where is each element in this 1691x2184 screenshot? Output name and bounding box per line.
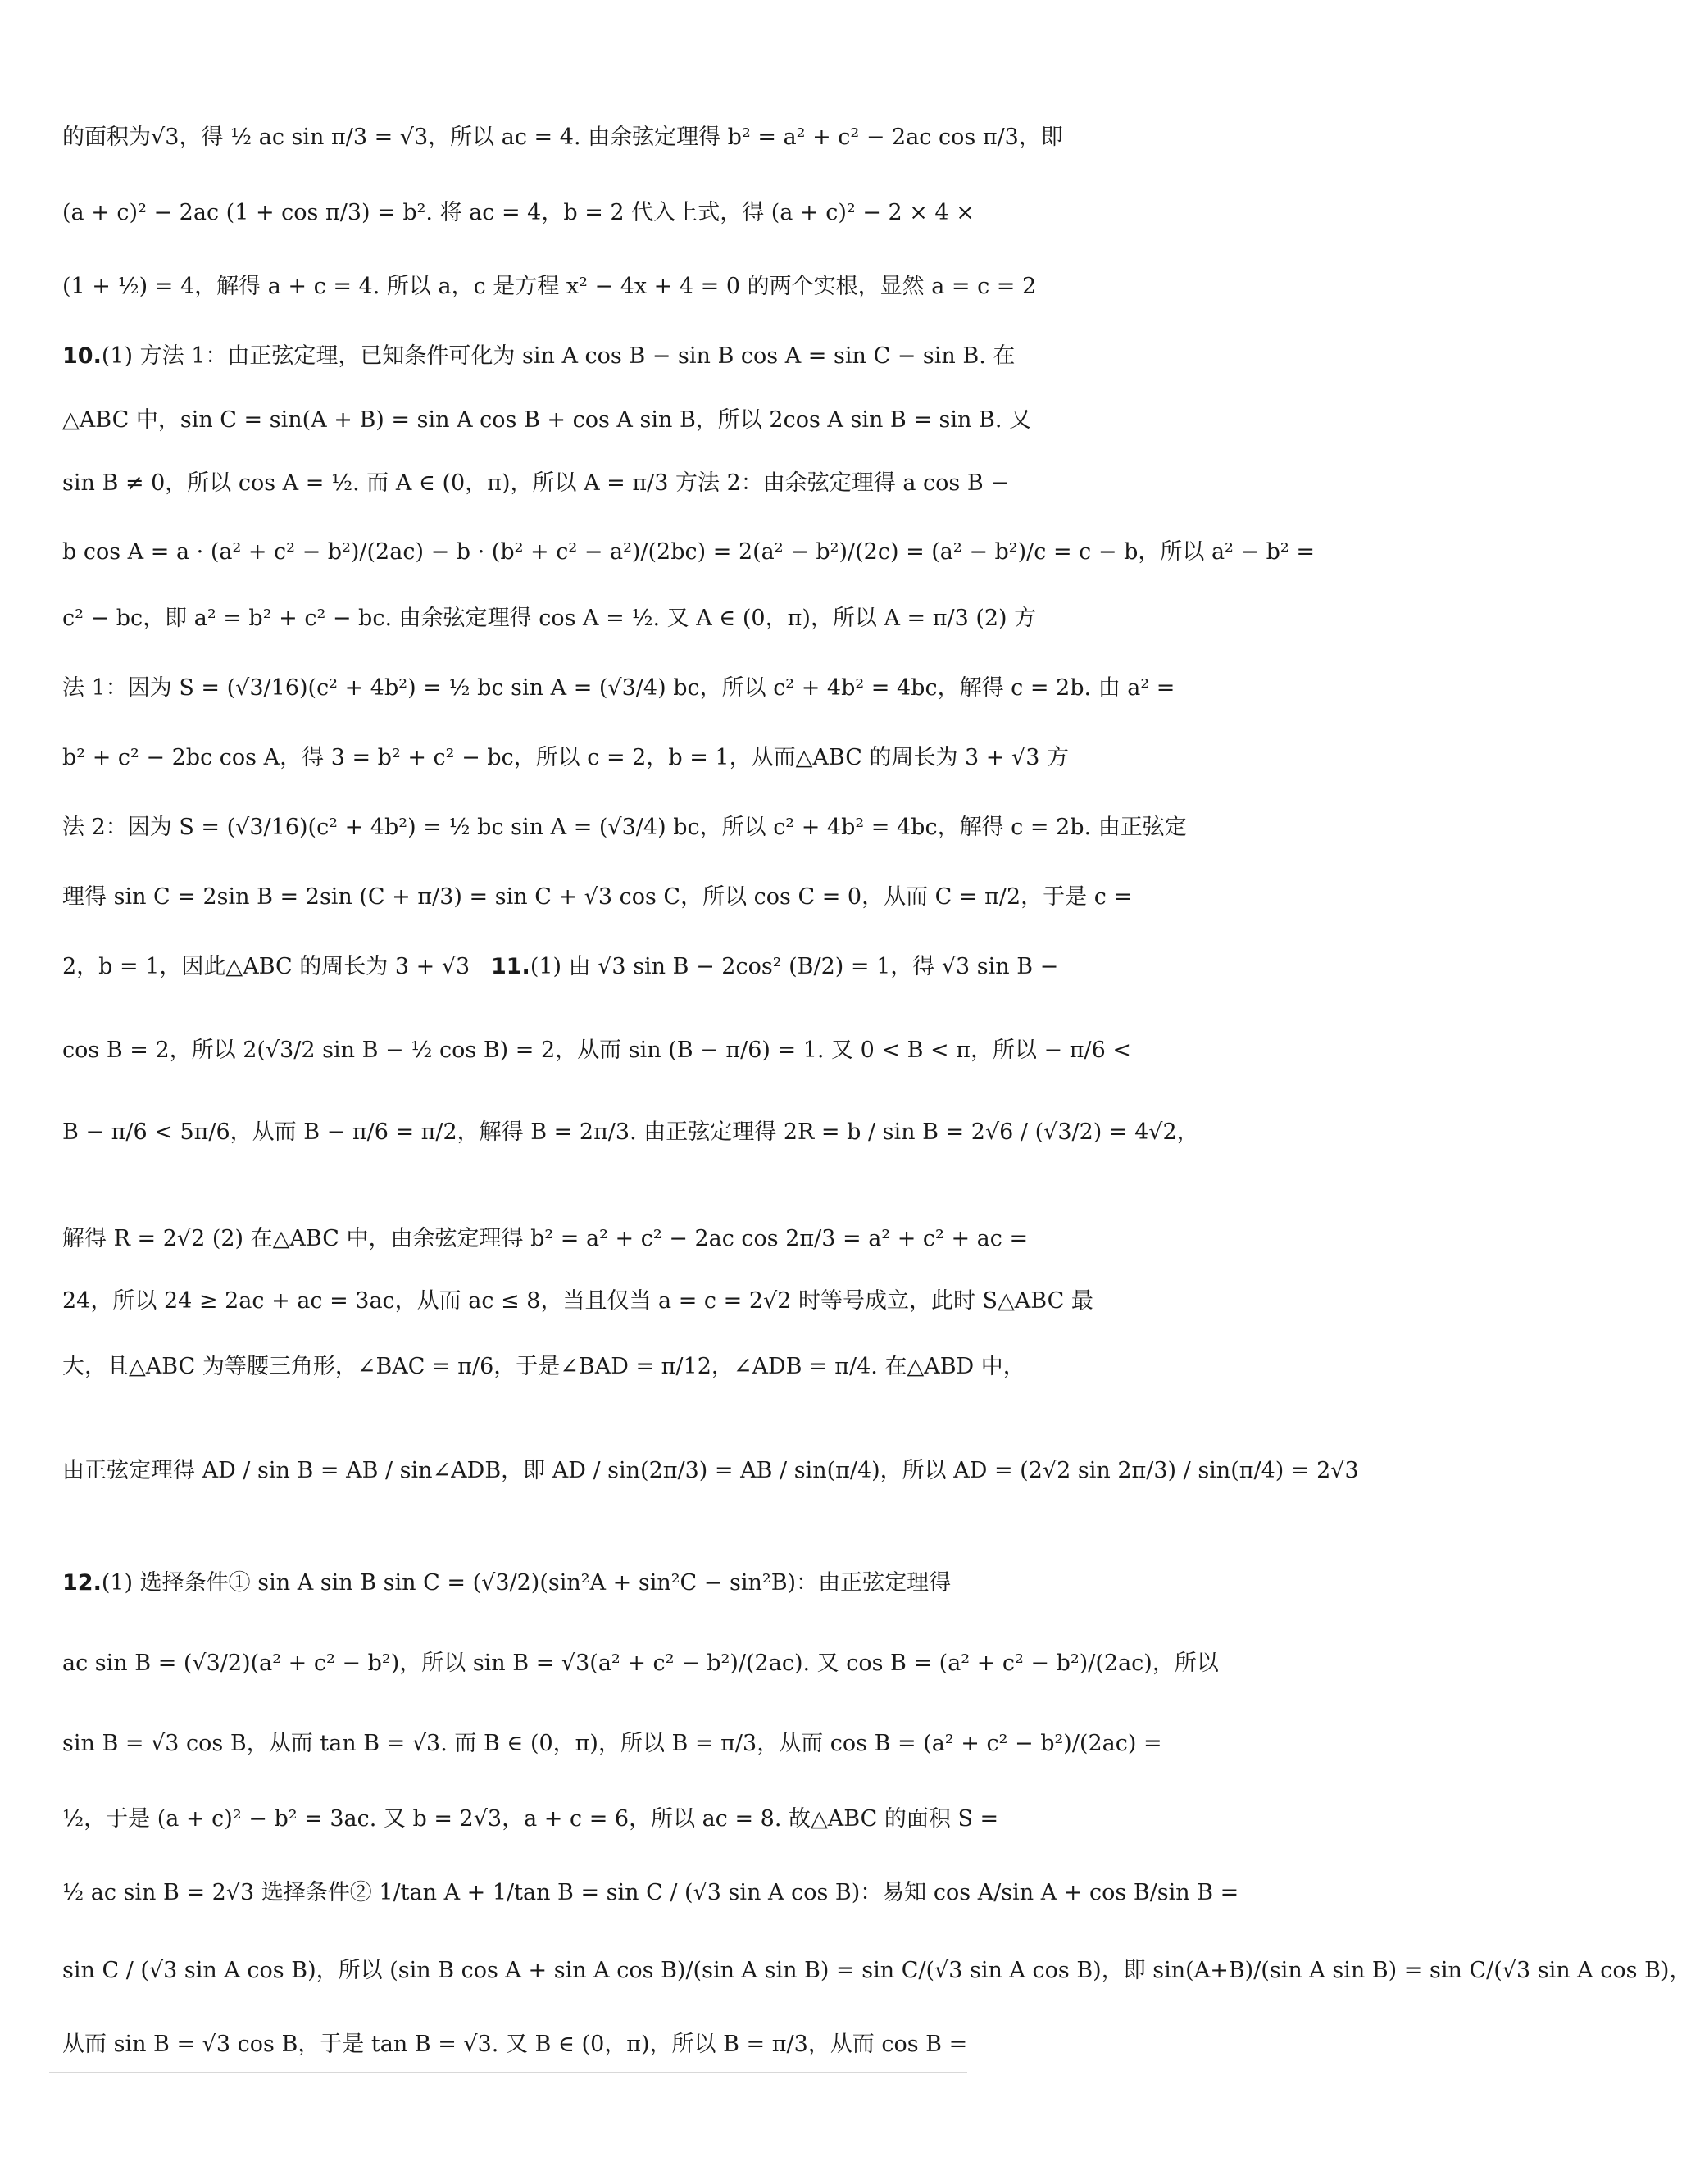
text-line-6	[62, 467, 1009, 500]
text-line-15	[62, 1116, 1199, 1149]
line-text: ac sin B = (√3/2)(a² + c² − b²)，所以 sin B = √3(a² + c² − b²)/(2ac). 又 cos B = (a² + c² − b²)/(2ac)，所以	[62, 1650, 1219, 1676]
line-text: 大，且△ABC 为等腰三角形，∠BAC = π/6，于是∠BAD = π/12，∠ADB = π/4. 在△ABD 中，	[62, 1354, 1025, 1379]
line-text: cos B = 2，所以 2(√3/2 sin B − ½ cos B) = 2，从而 sin (B − π/6) = 1. 又 0 < B < π，所以 − π/6 <	[62, 1038, 1131, 1063]
bottom-divider	[49, 2072, 967, 2073]
line-text: sin B = √3 cos B，从而 tan B = √3. 而 B ∈ (0，π)，所以 B = π/3，从而 cos B = (a² + c² − b²)/(2ac) =	[62, 1731, 1162, 1756]
text-line-8	[62, 602, 1037, 635]
text-line-22	[62, 1728, 1162, 1760]
text-line-20	[62, 1567, 956, 1600]
text-line-7	[62, 536, 1315, 569]
line-text: 理得 sin C = 2sin B = 2sin (C + π/3) = sin C + √3 cos C，所以 cos C = 0，从而 C = π/2，于是 c =	[62, 884, 1133, 910]
text-line-17	[62, 1285, 1093, 1318]
text-line-2	[62, 197, 975, 229]
line-text: 由正弦定理得 AD / sin B = AB / sin∠ADB，即 AD / sin(2π/3) = AB / sin(π/4)，所以 AD = (2√2 sin 2π/3) / sin(π/4) = 2√3	[62, 1458, 1359, 1483]
line-text: (1) 方法 1：由正弦定理，已知条件可化为 sin A cos B − sin B cos A = sin C − sin B. 在	[101, 343, 1016, 369]
line-text: ½，于是 (a + c)² − b² = 3ac. 又 b = 2√3，a + c = 6，所以 ac = 8. 故△ABC 的面积 S =	[62, 1806, 999, 1832]
line-text: 2，b = 1，因此△ABC 的周长为 3 + √3	[62, 954, 470, 979]
line-text: (1) 选择条件① sin A sin B sin C = (√3/2)(sin²A + sin²C − sin²B)：由正弦定理得	[101, 1570, 952, 1596]
problem-number: 10.	[62, 343, 102, 369]
line-text: (1) 由 √3 sin B − 2cos² (B/2) = 1，得 √3 sin B −	[530, 954, 1059, 979]
line-text: △ABC 中，sin C = sin(A + B) = sin A cos B + cos A sin B，所以 2cos A sin B = sin B. 又	[62, 407, 1032, 433]
text-line-5	[62, 404, 1032, 437]
line-text: c² − bc，即 a² = b² + c² − bc. 由余弦定理得 cos A = ½. 又 A ∈ (0，π)，所以 A = π/3 (2) 方	[62, 606, 1037, 631]
line-text: sin B ≠ 0，所以 cos A = ½. 而 A ∈ (0，π)，所以 A = π/3 方法 2：由余弦定理得 a cos B −	[62, 470, 1009, 496]
line-text: b² + c² − 2bc cos A，得 3 = b² + c² − bc，所以 c = 2，b = 1，从而△ABC 的周长为 3 + √3 方	[62, 745, 1069, 770]
line-text: 从而 sin B = √3 cos B，于是 tan B = √3. 又 B ∈ (0，π)，所以 B = π/3，从而 cos B =	[62, 2032, 968, 2057]
text-line-12	[62, 881, 1133, 914]
text-line-26	[62, 2028, 968, 2061]
problem-number: 11.	[490, 954, 530, 979]
line-text: 解得 R = 2√2 (2) 在△ABC 中，由余弦定理得 b² = a² + c² − 2ac cos 2π/3 = a² + c² + ac =	[62, 1226, 1029, 1251]
line-text: (a + c)² − 2ac (1 + cos π/3) = b². 将 ac = 4，b = 2 代入上式，得 (a + c)² − 2 × 4 ×	[62, 200, 975, 225]
text-line-16	[62, 1223, 1029, 1255]
line-text: 法 1：因为 S = (√3/16)(c² + 4b²) = ½ bc sin A = (√3/4) bc，所以 c² + 4b² = 4bc，解得 c = 2b. 由 a² =	[62, 675, 1175, 701]
line-text: (1 + ½) = 4，解得 a + c = 4. 所以 a，c 是方程 x² − 4x + 4 = 0 的两个实根，显然 a = c = 2	[62, 274, 1037, 299]
text-line-18	[62, 1351, 1025, 1383]
text-line-1	[62, 121, 1063, 154]
text-line-3	[62, 270, 1037, 303]
problem-number: 12.	[62, 1570, 102, 1596]
text-line-10	[62, 742, 1069, 774]
text-line-14	[62, 1034, 1131, 1067]
line-text: 法 2：因为 S = (√3/16)(c² + 4b²) = ½ bc sin A = (√3/4) bc，所以 c² + 4b² = 4bc，解得 c = 2b. 由正弦定	[62, 815, 1187, 840]
text-line-24	[62, 1877, 1239, 1909]
text-line-4	[62, 340, 1016, 373]
line-text: B − π/6 < 5π/6，从而 B − π/6 = π/2，解得 B = 2π/3. 由正弦定理得 2R = b / sin B = 2√6 / (√3/2) = 4√2，	[62, 1119, 1199, 1145]
text-line-23	[62, 1803, 999, 1836]
line-text: 24，所以 24 ≥ 2ac + ac = 3ac，从而 ac ≤ 8，当且仅当 a = c = 2√2 时等号成立，此时 S△ABC 最	[62, 1288, 1093, 1314]
line-text: sin C / (√3 sin A cos B)，所以 (sin B cos A + sin A cos B)/(sin A sin B) = sin C/(√3 sin A cos B)，即 sin(A+B)/(sin A sin B) = sin C/(√3 sin A cos B)，	[62, 1958, 1691, 1983]
line-text: 的面积为√3，得 ½ ac sin π/3 = √3，所以 ac = 4. 由余弦定理得 b² = a² + c² − 2ac cos π/3，即	[62, 125, 1063, 150]
text-line-13	[62, 951, 1059, 983]
text-line-21	[62, 1647, 1219, 1680]
text-line-19	[62, 1455, 1359, 1487]
text-line-9	[62, 672, 1175, 705]
text-line-11	[62, 811, 1187, 844]
line-text: b cos A = a · (a² + c² − b²)/(2ac) − b · (b² + c² − a²)/(2bc) = 2(a² − b²)/(2c) = (a² − b²)/c = c − b，所以 a² − b² =	[62, 539, 1315, 565]
line-text: ½ ac sin B = 2√3 选择条件② 1/tan A + 1/tan B = sin C / (√3 sin A cos B)：易知 cos A/sin A + cos B/sin B =	[62, 1880, 1239, 1905]
text-line-25	[62, 1955, 1691, 1987]
